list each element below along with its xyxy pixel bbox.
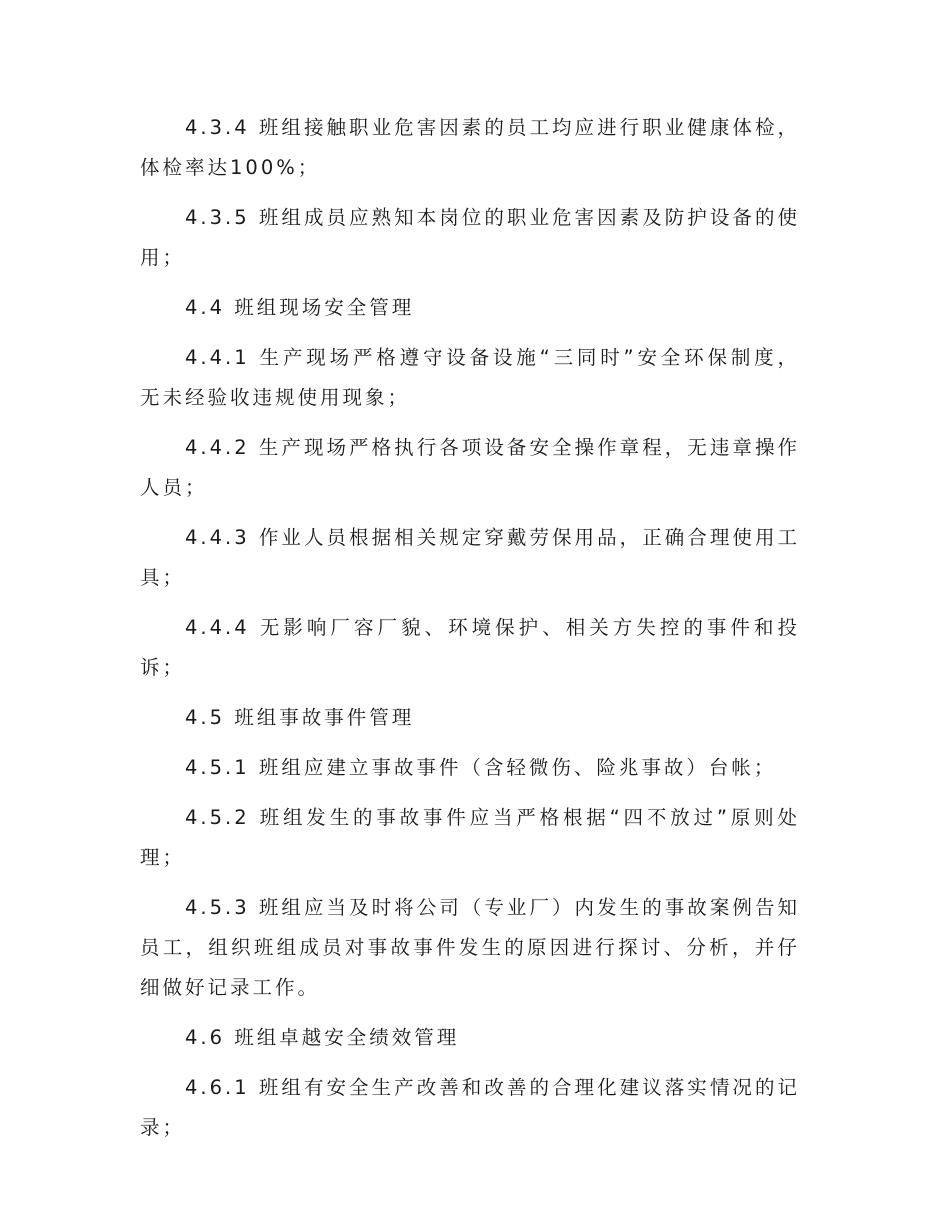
- section-heading-4-5: 4.5 班组事故事件管理: [185, 706, 415, 729]
- document-body: [140, 108, 800, 1158]
- paragraph-4-4-3: 4.4.3 作业人员根据相关规定穿戴劳保用品，正确合理使用工具；: [140, 526, 800, 589]
- paragraph-4-4-4: 4.4.4 无影响厂容厂貌、环境保护、相关方失控的事件和投诉；: [140, 616, 800, 679]
- paragraph-4-6-1: 4.6.1 班组有安全生产改善和改善的合理化建议落实情况的记录；: [140, 1076, 800, 1139]
- section-heading-4-4: 4.4 班组现场安全管理: [185, 296, 415, 319]
- paragraph-4-5-1: 4.5.1 班组应建立事故事件（含轻微伤、险兆事故）台帐；: [185, 756, 777, 779]
- paragraph-4-4-1: 4.4.1 生产现场严格遵守设备设施“三同时”安全环保制度，无未经验收违规使用现象；: [140, 346, 800, 409]
- paragraph-4-3-5: 4.3.5 班组成员应熟知本岗位的职业危害因素及防护设备的使用；: [140, 206, 800, 269]
- paragraph-4-3-4: 4.3.4 班组接触职业危害因素的员工均应进行职业健康体检，体检率达100%；: [140, 116, 800, 179]
- paragraph-4-4-2: 4.4.2 生产现场严格执行各项设备安全操作章程，无违章操作人员；: [140, 436, 800, 499]
- section-heading-4-6: 4.6 班组卓越安全绩效管理: [185, 1026, 460, 1049]
- paragraph-4-5-3: 4.5.3 班组应当及时将公司（专业厂）内发生的事故案例告知员工，组织班组成员对事故事件发生的原因进行探讨、分析，并仔细做好记录工作。: [140, 896, 800, 999]
- paragraph-4-5-2: 4.5.2 班组发生的事故事件应当严格根据“四不放过”原则处理；: [140, 806, 800, 869]
